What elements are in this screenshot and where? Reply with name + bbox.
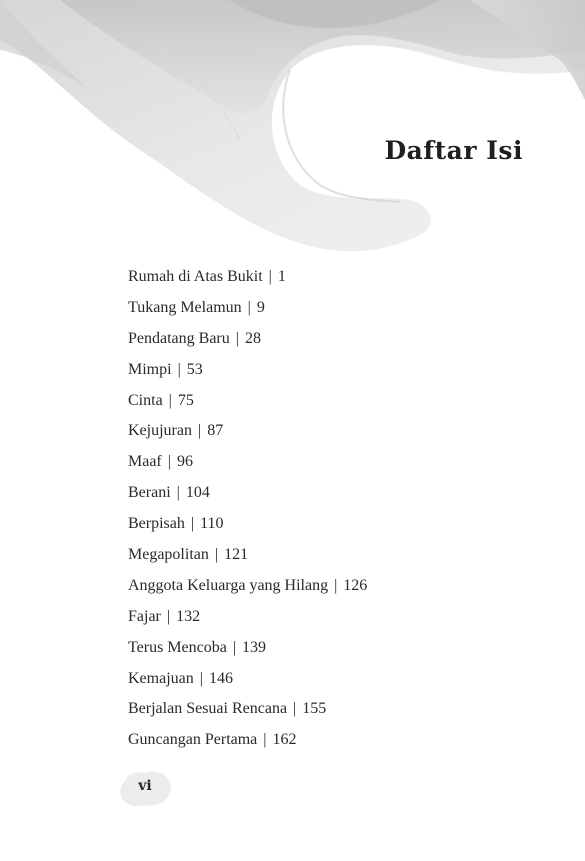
toc-entry-page: 75 [177,391,194,409]
toc-entry [128,449,367,480]
toc-separator: | [177,360,181,378]
toc-separator: | [190,515,195,533]
toc-entry-title: Rumah di Atas Bukit [128,268,263,285]
toc-entry-page: 126 [343,576,368,594]
toc-separator: | [232,638,237,656]
toc-entry [128,604,367,635]
toc-entry-title: Fajar [128,607,161,625]
toc-entry-title: Berani [128,484,171,502]
toc-entry-page: 121 [224,546,249,564]
toc-entry [128,573,367,604]
toc-separator: | [167,453,171,471]
toc-entry-title: Guncangan Pertama [128,731,258,749]
toc-entry [128,542,367,573]
watercolor-decoration [0,0,585,260]
toc-entry-title: Kejujuran [128,422,192,440]
toc-separator: | [235,329,239,347]
toc-entry-page: 132 [176,607,201,625]
toc-entry [128,295,367,326]
toc-entry-page: 139 [242,638,267,656]
toc-entry [128,418,367,449]
toc-entry-page: 96 [176,453,193,471]
toc-entry-title: Mimpi [128,360,172,378]
toc-entry-title: Maaf [128,453,162,471]
toc-entry [128,696,367,727]
toc-separator: | [166,607,171,625]
toc-entry-title: Megapolitan [128,546,209,564]
toc-entry-title: Berjalan Sesuai Rencana [128,700,288,718]
page-title: Daftar Isi [384,136,523,165]
toc-entry-title: Berpisah [128,515,185,533]
toc-separator: | [247,298,251,316]
page-number-badge [118,770,172,808]
toc-entry [128,635,367,666]
toc-separator: | [176,484,180,502]
toc-entry-title: Terus Mencoba [128,638,227,656]
toc-entry-title: Kemajuan [128,669,194,687]
toc-entry-page: 28 [244,329,261,347]
toc-entry-page: 53 [186,360,203,378]
toc-entry [128,357,367,388]
toc-entry [128,727,367,758]
toc-entry-page: 155 [302,700,327,718]
toc-separator: | [268,268,272,285]
toc-entry-page: 110 [200,515,224,533]
toc-separator: | [334,576,338,594]
toc-entry-title: Anggota Keluarga yang Hilang [128,576,329,594]
toc-entry [128,388,367,419]
toc-entry-page: 87 [207,422,224,440]
toc-entry-page: 146 [208,669,233,687]
toc-entry-title: Cinta [128,391,163,409]
toc-entry [128,326,367,357]
toc-entry [128,511,367,542]
toc-separator: | [263,731,267,749]
toc-entry-title: Pendatang Baru [128,329,230,347]
toc-separator: | [197,422,202,440]
toc-separator: | [168,391,172,409]
page-number: vi [138,778,152,794]
toc-entry-page: 104 [185,484,210,502]
toc-entry [128,666,367,697]
table-of-contents [128,264,367,758]
toc-separator: | [214,546,219,564]
toc-entry-page: 162 [272,731,297,749]
toc-entry-page: 1 [277,268,286,285]
toc-entry [128,480,367,511]
toc-entry-page: 9 [256,298,265,316]
toc-entry-title: Tukang Melamun [128,298,242,316]
toc-separator: | [293,700,297,718]
toc-separator: | [199,669,203,687]
toc-entry [128,264,367,295]
